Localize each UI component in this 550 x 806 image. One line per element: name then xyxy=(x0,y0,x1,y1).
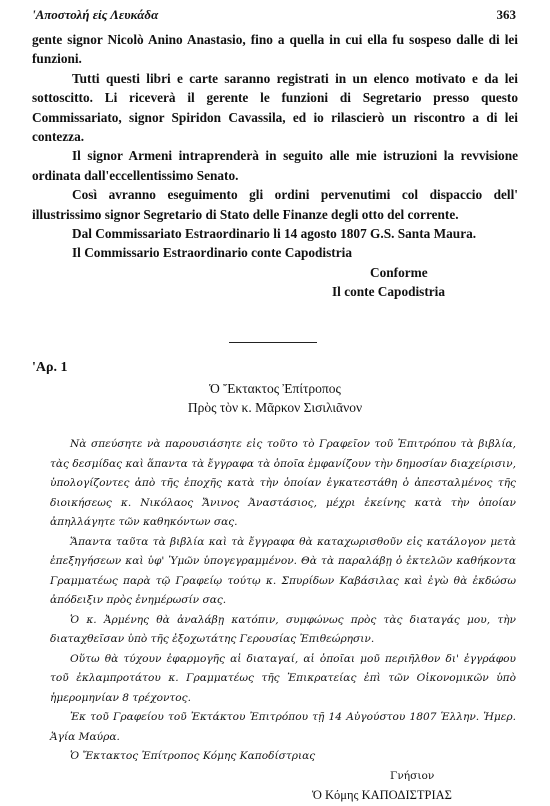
italian-paragraph: gente signor Nicolò Anino Anastasio, fino a quella in cui ella fu sospeso dalle di lei funzioni. xyxy=(32,32,518,67)
italian-text-block xyxy=(32,30,518,302)
greek-paragraph: Ὁ Ἔκτακτος Ἐπίτροπος Κόμης Καποδίστριας xyxy=(70,750,316,762)
italian-paragraph: Tutti questi libri e carte saranno registrati in un elenco motivato e da lei sottoscitto. Li riceverà il gerente le funzioni di Segretario presso questo Commissariato, signor Spiridon Cavassila, ed io rilascierò un riscontro a di lei contezza. xyxy=(32,70,518,145)
document-number-label: 'Αρ. 1 xyxy=(32,360,68,375)
italian-paragraph: Il signor Armeni intraprenderà in seguito alle mie istruzioni la revvisione ordinata dall'eccellentissimo Senato. xyxy=(32,148,518,183)
running-head xyxy=(32,7,516,27)
section-divider xyxy=(229,342,317,343)
running-head-title: 'Αποστολή εἰς Λευκάδα xyxy=(32,7,159,22)
greek-heading-recipient: Πρὸς τὸν κ. Μᾶρκον Σισιλιᾶνον xyxy=(187,400,363,415)
italian-paragraph: Il Commissario Estraordinario conte Capodistria xyxy=(72,245,352,261)
greek-paragraph: Ἐκ τοῦ Γραφείου τοῦ Ἐκτάκτου Ἐπιτρόπου τῇ 14 Αὐγούστου 1807 Ἑλλην. Ἡμερ. Ἁγία Μαύρα. xyxy=(50,711,516,743)
italian-sign-conforme: Conforme xyxy=(370,264,428,280)
italian-paragraph: Così avranno eseguimento gli ordini pervenutimi col dispaccio dell' illustrissimo signor Segretario di Stato delle Finanze degli otto del corrente. xyxy=(32,187,518,222)
greek-sign-authentic: Γνήσιον xyxy=(390,769,435,782)
greek-paragraph: Νὰ σπεύσητε νὰ παρουσιάσητε εἰς τοῦτο τὸ Γραφεῖον τοῦ Ἐπιτρόπου τὰ βιβλία, τὰς δεσμίδας καὶ ἅπαντα τὰ ἔγγραφα τὰ ὁποῖα ἐμφανίζουν τὴν δημοσίαν διαχείρισιν, ὑπολογίζοντες ἀπὸ τῆς ἐποχῆς κατὰ τὴν ὁποίαν ἐγκατεστάθη ὁ ἀπεσταλμένος τῆς διοικήσεως κ. Νικόλαος Ἄνινος Ἀναστάσιος, μέχρι ἐκείνης κατὰ τὴν ὁποίαν ἀπηλλάγητε τῶν καθηκόντων σας. xyxy=(50,438,516,528)
italian-paragraph: Dal Commissariato Estraordinario li 14 agosto 1807 G.S. Santa Maura. xyxy=(72,226,477,242)
greek-paragraph: Ἅπαντα ταῦτα τὰ βιβλία καὶ τὰ ἔγγραφα θὰ καταχωρισθοῦν εἰς κατάλογον μετὰ ἐπεξηγήσεων καὶ ὑφ' Ὑμῶν ὑπογεγραμμένον. Θὰ τὰ παραλάβῃ ὁ ἐκτελῶν καθήκοντα Γραμματέως παρὰ τῷ Γραφείῳ τούτῳ κ. Σπυρίδων Καβάσιλας καὶ ἐγὼ θὰ ἐκδώσω ἀπόδειξιν πρὸς ἐνημέρωσίν σας. xyxy=(50,535,516,606)
greek-sign-name: Ὁ Κόμης ΚΑΠΟΔΙΣΤΡΙΑΣ xyxy=(312,788,452,802)
italian-sign-name: Il conte Capodistria xyxy=(332,284,446,300)
greek-heading-sender: Ὁ Ἔκτακτος Ἐπίτροπος xyxy=(209,381,341,396)
greek-paragraph: Οὕτω θὰ τύχουν ἐφαρμογῆς αἱ διαταγαί, αἱ ὁποῖαι μοῦ περιῆλθον δι' ἐγγράφου τοῦ ἐκλαμπροτάτου κ. Γραμματέως τῆς Ἐπικρατείας ἐπὶ τῶν Οἰκονομικῶν ὑπὸ ἡμερομηνίαν 8 τρέχοντος. xyxy=(50,652,516,704)
greek-paragraph: Ὁ κ. Ἀρμένης θὰ ἀναλάβῃ κατόπιν, συμφώνως πρὸς τὰς διαταγάς μου, τὴν διαταχθεῖσαν ὑπὸ τῆς ἐξοχωτάτης Γερουσίας Ἐπιθεώρησιν. xyxy=(50,613,516,645)
greek-text-block xyxy=(50,435,516,806)
page-number: 363 xyxy=(496,7,516,22)
